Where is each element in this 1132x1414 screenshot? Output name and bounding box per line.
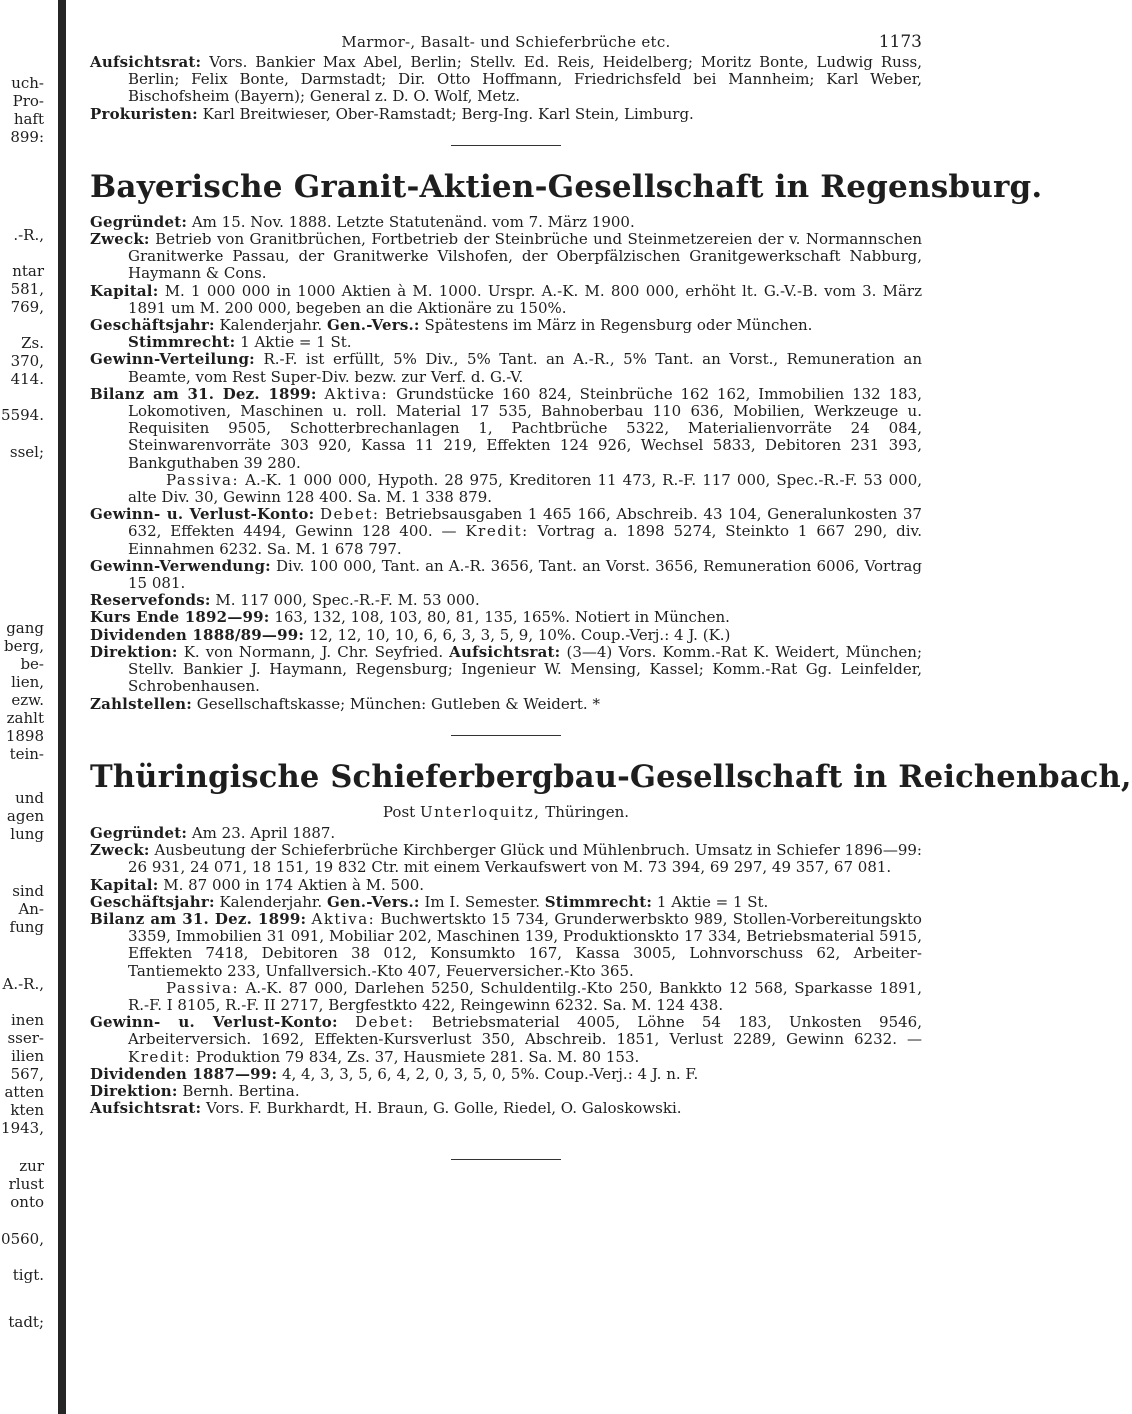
margin-fragment: zur — [19, 1157, 44, 1175]
kredit-label: Kredit: — [465, 522, 529, 541]
entry-gewinn-verteilung — [90, 351, 922, 385]
post-region: Thüringen. — [545, 802, 630, 821]
entry-dividenden — [90, 627, 922, 644]
entry-text: Gesellschaftskasse; München: Gutleben & Weidert. * — [196, 694, 600, 713]
entry-text: Vors. Bankier Max Abel, Berlin; Stellv. Ed. Reis, Heidelberg; Moritz Bonte, Ludwig Russ, Berlin; Felix Bonte, Darmstadt; Dir. Otto Hoffmann, Friedrichsfeld bei Mannheim; Karl Weber, Bischofsheim (Bayern); General z. D. O. Wolf, Metz. — [128, 53, 922, 106]
margin-fragment: ssel; — [9, 443, 44, 461]
entry-gewinn-verlust — [90, 1014, 922, 1066]
entry-label: Gewinn- u. Verlust-Konto: — [90, 505, 315, 524]
entry-zahlstellen — [90, 696, 922, 713]
margin-fragment: tigt. — [12, 1266, 44, 1284]
entry-label: Geschäftsjahr: — [90, 892, 215, 911]
entry-text: Betrieb von Granitbrüchen, Fortbetrieb der Steinbrüche und Steinmetzereien der v. Normannschen Granitwerke Passau, der Granitwerke Vilshofen, der Oberpfälzischen Granitgewerkschaft Nabburg, Haymann & Cons. — [128, 230, 922, 283]
margin-fragment: 414. — [10, 370, 44, 388]
margin-fragment: Pro- — [12, 92, 44, 110]
entry-kurs — [90, 609, 922, 626]
margin-fragment: gang — [6, 619, 44, 637]
margin-fragment: 1943, — [1, 1119, 44, 1137]
entry-zweck — [90, 231, 922, 283]
entry-label: Zahlstellen: — [90, 694, 192, 713]
entry-zweck — [90, 842, 922, 876]
entry-label: Stimmrecht: — [128, 333, 236, 352]
entry-text: Betriebsmaterial 4005, Löhne 54 183, Unkosten 9546, Arbeiterversich. 1692, Effekten-Kursverlust 350, Abschreib. 1851, Verlust 2289, Gewinn 6232. — — [128, 1013, 922, 1049]
section-divider — [451, 1159, 561, 1160]
margin-fragment: berg, — [3, 637, 44, 655]
margin-fragment: fung — [9, 918, 44, 936]
entry-text: Spätestens im März in Regensburg oder München. — [424, 316, 813, 335]
margin-fragment: ezw. — [11, 691, 44, 709]
entry-label: Gen.-Vers.: — [326, 316, 420, 335]
entry-text: 1 Aktie = 1 St. — [240, 333, 352, 352]
margin-fragment: sind — [12, 882, 44, 900]
margin-fragment: 769, — [10, 298, 44, 316]
section-divider — [451, 735, 561, 736]
entry-label: Gen.-Vers.: — [326, 892, 420, 911]
entry-text: Im I. Semester. — [424, 892, 540, 911]
entry-text: 4, 4, 3, 3, 5, 6, 4, 2, 0, 3, 5, 0, 5%. Coup.-Verj.: 4 J. n. F. — [281, 1064, 699, 1083]
entry-text: Ausbeutung der Schieferbrüche Kirchberger Glück und Mühlenbruch. Umsatz in Schiefer 1896—99: 26 931, 24 071, 18 151, 19 832 Ctr. mit einem Verkaufswert von M. 73 394, 69 297, 49 357, 67 081. — [128, 841, 922, 877]
entry-label: Gegründet: — [90, 823, 188, 842]
entry-label: Direktion: — [90, 642, 178, 661]
entry-text: A.-K. 87 000, Darlehen 5250, Schuldentilg.-Kto 250, Bankkto 12 568, Sparkasse 1891, R.-F. I 8105, R.-F. II 2717, Bergfestkto 422, Reingewinn 6232. Sa. M. 124 438. — [128, 978, 922, 1014]
entry-text: A.-K. 1 000 000, Hypoth. 28 975, Kreditoren 11 473, R.-F. 117 000, Spec.-R.-F. 53 000, alte Div. 30, Gewinn 128 400. Sa. M. 1 338 879. — [128, 470, 922, 507]
entry-text: M. 117 000, Spec.-R.-F. M. 53 000. — [215, 591, 480, 610]
margin-fragment: sser- — [7, 1029, 44, 1047]
entry-gewinn-verwendung — [90, 558, 922, 592]
postal-address — [90, 804, 922, 821]
entry-label: Zweck: — [90, 841, 150, 860]
passiva-label: Passiva: — [166, 978, 240, 997]
entry-label: Aufsichtsrat: — [449, 642, 561, 661]
margin-fragment: tein- — [9, 745, 44, 763]
entry-aufsichtsrat — [90, 1100, 922, 1117]
margin-fragment: atten — [4, 1083, 44, 1101]
margin-fragment: An- — [18, 900, 44, 918]
entry-prokuristen — [90, 106, 922, 123]
entry-text: Grundstücke 160 824, Steinbrüche 162 162, Immobilien 132 183, Lokomotiven, Maschinen u. roll. Material 17 535, Bahnoberbau 110 636, Mobilien, Werkzeuge u. Requisiten 9505, Schotterbrechanlagen 1, Pachtbrüche 5322, Materialienvorräte 24 084, Steinwarenvorräte 303 920, Kassa 11 219, Effekten 124 926, Wechsel 5833, Debitoren 231 393, Bankguthaben 39 280. — [128, 384, 922, 472]
margin-fragment: tadt; — [8, 1313, 44, 1331]
entry-text: Buchwertskto 15 734, Grunderwerbskto 989, Stollen-Vorbereitungskto 3359, Immobilien 31 091, Mobiliar 202, Maschinen 139, Produktionskto 17 334, Betriebsmaterial 5915, Effekten 7418, Debitoren 38 012, Konsumkto 167, Kassa 3005, Lohnvorschuss 62, Arbeiter-Tantiemekto 233, Unfallversich.-Kto 407, Feuerversicher.-Kto 365. — [128, 909, 922, 980]
margin-fragment: ntar — [12, 262, 44, 280]
company-title: Thüringische Schieferbergbau-Gesellschaft in Reichenbach, — [90, 758, 1132, 795]
entry-text: Produktion 79 834, Zs. 37, Hausmiete 281. Sa. M. 80 153. — [196, 1047, 640, 1066]
margin-fragment: haft — [13, 110, 44, 128]
margin-fragment: 5594. — [1, 406, 44, 424]
entry-label: Aufsichtsrat: — [90, 1099, 202, 1118]
entry-text: Betriebsausgaben 1 465 166, Abschreib. 43 104, Generalunkosten 37 632, Effekten 4494, Gewinn 128 400. — — [128, 505, 922, 541]
margin-fragment: 567, — [10, 1065, 44, 1083]
entry-text: R.-F. ist erfüllt, 5% Div., 5% Tant. an A.-R., 5% Tant. an Vorst., Remuneration an Beamte, vom Rest Super-Div. bezw. zur Verf. d. G.-V. — [128, 350, 922, 386]
margin-fragment: 0560, — [1, 1230, 44, 1248]
entry-label: Stimmrecht: — [544, 892, 653, 911]
entry-aufsichtsrat — [90, 54, 922, 106]
margin-fragment: 1898 — [5, 727, 44, 745]
entry-geschaeftsjahr — [90, 317, 922, 334]
entry-kapital — [90, 283, 922, 317]
entry-text: Div. 100 000, Tant. an A.-R. 3656, Tant. an Vorst. 3656, Remuneration 6006, Vortrag 15 081. — [128, 556, 922, 593]
entry-label: Gewinn-Verteilung: — [90, 350, 255, 369]
section-divider — [451, 145, 561, 146]
aktiva-label: Aktiva: — [311, 909, 376, 928]
entry-stimmrecht — [90, 334, 922, 351]
entry-kapital — [90, 877, 922, 894]
running-title: Marmor-, Basalt- und Schieferbrüche etc. — [341, 33, 671, 51]
entry-label: Zweck: — [90, 230, 150, 249]
margin-fragment: zahlt — [6, 709, 44, 727]
margin-fragment: 370, — [10, 352, 44, 370]
entry-label: Aufsichtsrat: — [90, 53, 202, 71]
margin-fragment: 899: — [10, 128, 44, 146]
entry-text: M. 1 000 000 in 1000 Aktien à M. 1000. Urspr. A.-K. M. 800 000, erhöht lt. G.-V.-B. vom 3. März 1891 um M. 200 000, begeben an die Aktionäre zu 150%. — [128, 281, 922, 317]
margin-fragment: .-R., — [13, 226, 44, 244]
post-label: Post — [382, 802, 416, 821]
margin-fragment: und — [15, 789, 44, 807]
debet-label: Debet: — [355, 1013, 415, 1032]
margin-fragment: ilien — [11, 1047, 44, 1065]
entry-text: Vortrag a. 1898 5274, Steinkto 1 667 290, div. Einnahmen 6232. Sa. M. 1 678 797. — [128, 522, 922, 558]
entry-gegruendet — [90, 214, 922, 231]
entry-text: Kalenderjahr. — [219, 316, 323, 335]
entry-text: Am 23. April 1887. — [191, 823, 336, 842]
margin-fragment: inen — [11, 1011, 44, 1029]
page-number: 1173 — [878, 32, 922, 52]
entry-text: Bernh. Bertina. — [182, 1081, 300, 1100]
entry-label: Bilanz am 31. Dez. 1899: — [90, 909, 307, 928]
entry-label: Dividenden 1887—99: — [90, 1064, 278, 1083]
entry-text: Kalenderjahr. — [219, 892, 323, 911]
margin-fragment: 581, — [10, 280, 44, 298]
entry-label: Gewinn- u. Verlust-Konto: — [90, 1013, 338, 1032]
entry-label: Kapital: — [90, 875, 159, 894]
company-title: Bayerische Granit-Aktien-Gesellschaft in Regensburg. — [90, 168, 1043, 205]
entry-reservefonds — [90, 592, 922, 609]
left-page-margin — [0, 0, 48, 1414]
margin-fragment: agen — [6, 807, 44, 825]
margin-fragment: onto — [10, 1193, 44, 1211]
entry-text: M. 87 000 in 174 Aktien à M. 500. — [163, 875, 425, 894]
entry-passiva — [90, 472, 922, 506]
entry-bilanz — [90, 911, 922, 980]
entry-dividenden — [90, 1066, 922, 1083]
entry-label: Geschäftsjahr: — [90, 316, 215, 335]
entry-bilanz — [90, 386, 922, 472]
entry-geschaeftsjahr — [90, 894, 922, 911]
entry-direktion — [90, 1083, 922, 1100]
page-header — [90, 34, 922, 54]
debet-label: Debet: — [320, 505, 380, 524]
margin-fragment: kten — [10, 1101, 44, 1119]
entry-label: Kapital: — [90, 281, 159, 300]
margin-fragment: Zs. — [21, 334, 44, 352]
entry-label: Reservefonds: — [90, 591, 211, 610]
entry-text: 1 Aktie = 1 St. — [656, 892, 769, 911]
post-place: Unterloquitz, — [419, 802, 541, 821]
entry-gegruendet — [90, 825, 922, 842]
entry-text: 163, 132, 108, 103, 80, 81, 135, 165%. Notiert in München. — [274, 608, 730, 627]
entry-label: Bilanz am 31. Dez. 1899: — [90, 384, 317, 403]
entry-text: Vors. F. Burkhardt, H. Braun, G. Golle, Riedel, O. Galoskowski. — [206, 1099, 682, 1118]
margin-fragment: rlust — [8, 1175, 44, 1193]
margin-fragment: uch- — [11, 74, 44, 92]
entry-text: Am 15. Nov. 1888. Letzte Statutenänd. vom 7. März 1900. — [191, 212, 635, 231]
aktiva-label: Aktiva: — [324, 384, 389, 403]
entry-passiva — [90, 980, 922, 1014]
entry-text: 12, 12, 10, 10, 6, 6, 3, 3, 5, 9, 10%. Coup.-Verj.: 4 J. (K.) — [308, 625, 731, 644]
margin-fragment: A.-R., — [2, 975, 44, 993]
passiva-label: Passiva: — [166, 470, 240, 489]
entry-text: K. von Normann, J. Chr. Seyfried. — [183, 642, 444, 661]
entry-label: Kurs Ende 1892—99: — [90, 608, 270, 627]
page-content — [90, 32, 1132, 1182]
margin-fragment: be- — [20, 655, 44, 673]
margin-fragment: lien, — [11, 673, 44, 691]
entry-text: (3—4) Vors. Komm.-Rat K. Weidert, München; Stellv. Bankier J. Haymann, Regensburg; Ingenieur W. Mensing, Kassel; Komm.-Rat Gg. Leinfelder, Schrobenhausen. — [128, 642, 922, 696]
kredit-label: Kredit: — [128, 1047, 192, 1066]
entry-label: Gewinn-Verwendung: — [90, 556, 271, 575]
entry-gewinn-verlust — [90, 506, 922, 558]
entry-label: Direktion: — [90, 1081, 178, 1100]
margin-fragment: lung — [10, 825, 44, 843]
entry-label: Prokuristen: — [90, 104, 198, 123]
entry-direktion — [90, 644, 922, 696]
entry-text: Karl Breitwieser, Ober-Ramstadt; Berg-Ing. Karl Stein, Limburg. — [202, 104, 694, 123]
entry-label: Gegründet: — [90, 212, 188, 231]
entry-label: Dividenden 1888/89—99: — [90, 625, 305, 644]
book-gutter — [58, 0, 66, 1414]
